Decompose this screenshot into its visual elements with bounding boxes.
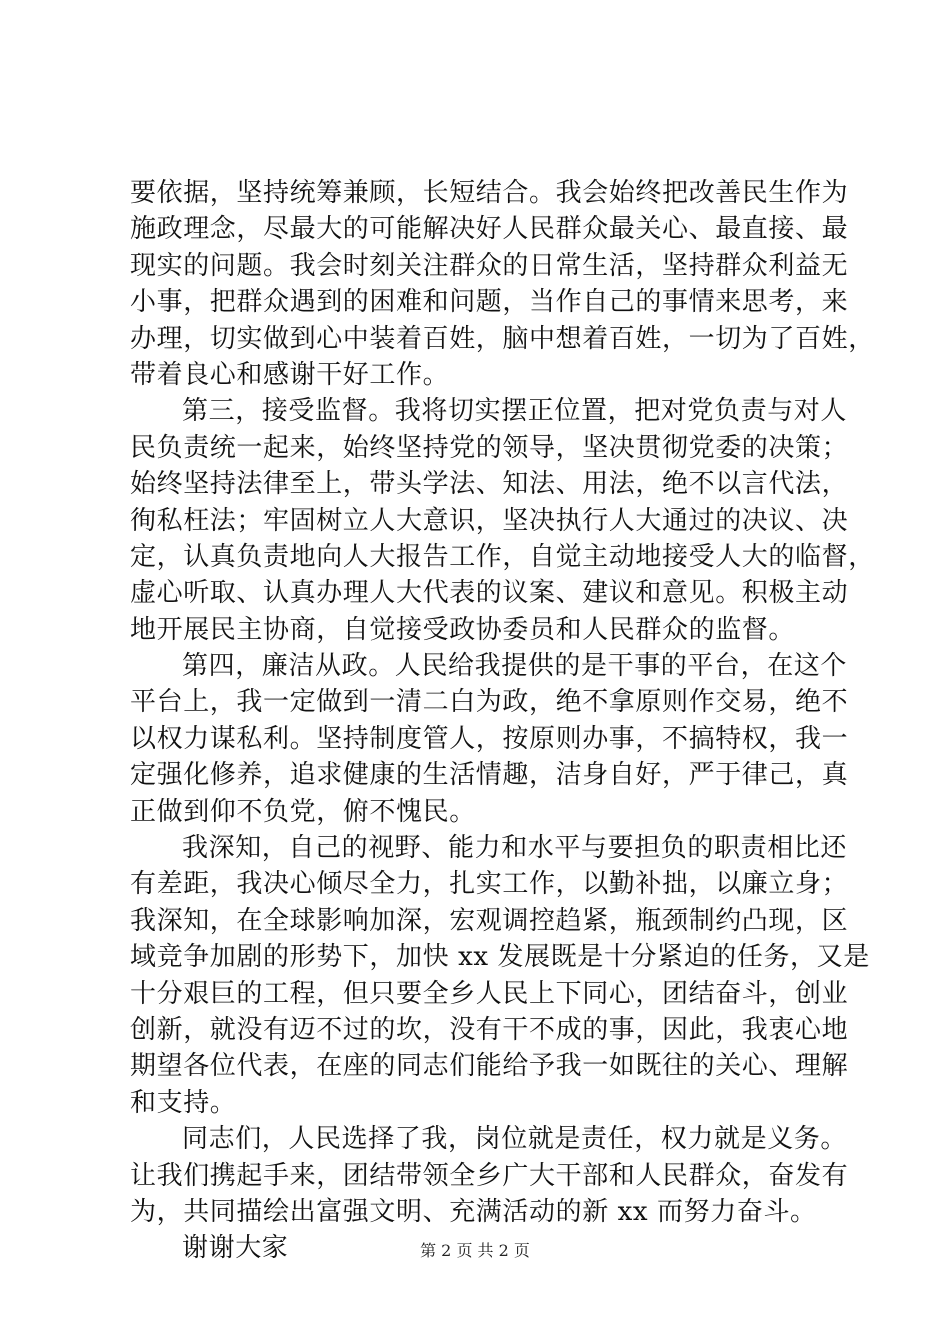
text-line: 期望各位代表，在座的同志们能给予我一如既往的关心、理解 bbox=[130, 1051, 849, 1082]
text-line: 以权力谋私利。坚持制度管人，按原则办事，不搞特权，我一 bbox=[130, 723, 849, 754]
text-line: 定强化修养，追求健康的生活情趣，洁身自好，严于律己，真 bbox=[130, 760, 849, 791]
text-line: 我深知，自己的视野、能力和水平与要担负的职责相比还 bbox=[182, 833, 848, 864]
text-line: 有差距，我决心倾尽全力，扎实工作，以勤补拙，以廉立身； bbox=[130, 869, 849, 900]
text-line: 正做到仰不负党，俯不愧民。 bbox=[130, 796, 476, 827]
text-line: 创新，就没有迈不过的坎，没有干不成的事，因此，我衷心地 bbox=[130, 1014, 849, 1045]
text-line: 十分艰巨的工程，但只要全乡人民上下同心，团结奋斗，创业 bbox=[130, 978, 849, 1009]
text-line: 让我们携起手来，团结带领全乡广大干部和人民群众，奋发有 bbox=[130, 1160, 849, 1191]
document-body bbox=[130, 175, 875, 1267]
page-footer bbox=[0, 1241, 950, 1261]
text-line: 现实的问题。我会时刻关注群众的日常生活，坚持群众利益无 bbox=[130, 250, 849, 281]
text-line: 虚心听取、认真办理人大代表的议案、建议和意见。积极主动 bbox=[130, 578, 849, 609]
text-line: 为，共同描绘出富强文明、充满活动的新 xx 而努力奋斗。 bbox=[130, 1196, 817, 1227]
text-line: 带着良心和感谢干好工作。 bbox=[130, 359, 450, 390]
text-line: 谢谢大家 bbox=[182, 1233, 289, 1264]
page-number-label: 第 2 页 共 2 页 bbox=[420, 1241, 530, 1260]
text-line: 和支持。 bbox=[130, 1087, 237, 1118]
text-line: 定，认真负责地向人大报告工作，自觉主动地接受人大的临督， bbox=[130, 541, 875, 572]
text-line: 徇私枉法；牢固树立人大意识，坚决执行人大通过的决议、决 bbox=[130, 505, 849, 536]
text-line: 始终坚持法律至上，带头学法、知法、用法，绝不以言代法， bbox=[130, 469, 849, 500]
text-line: 小事，把群众遇到的困难和问题，当作自己的事情来思考，来 bbox=[130, 287, 849, 318]
text-line: 我深知，在全球影响加深，宏观调控趋紧，瓶颈制约凸现，区 bbox=[130, 905, 849, 936]
text-line: 平台上，我一定做到一清二白为政，绝不拿原则作交易，绝不 bbox=[130, 687, 849, 718]
text-line: 同志们，人民选择了我，岗位就是责任，权力就是义务。 bbox=[182, 1124, 848, 1155]
text-line: 办理，切实做到心中装着百姓，脑中想着百姓，一切为了百姓， bbox=[130, 323, 875, 354]
text-line: 施政理念，尽最大的可能解决好人民群众最关心、最直接、最 bbox=[130, 214, 849, 245]
text-line: 民负责统一起来，始终坚持党的领导，坚决贯彻党委的决策； bbox=[130, 432, 849, 463]
text-line: 第四，廉洁从政。人民给我提供的是干事的平台，在这个 bbox=[182, 651, 848, 682]
text-line: 要依据，坚持统筹兼顾，长短结合。我会始终把改善民生作为 bbox=[130, 178, 849, 208]
text-line: 域竞争加剧的形势下，加快 xx 发展既是十分紧迫的任务，又是 bbox=[130, 942, 870, 973]
text-line: 第三，接受监督。我将切实摆正位置，把对党负责与对人 bbox=[182, 396, 848, 427]
text-line: 地开展民主协商，自觉接受政协委员和人民群众的监督。 bbox=[130, 614, 796, 645]
